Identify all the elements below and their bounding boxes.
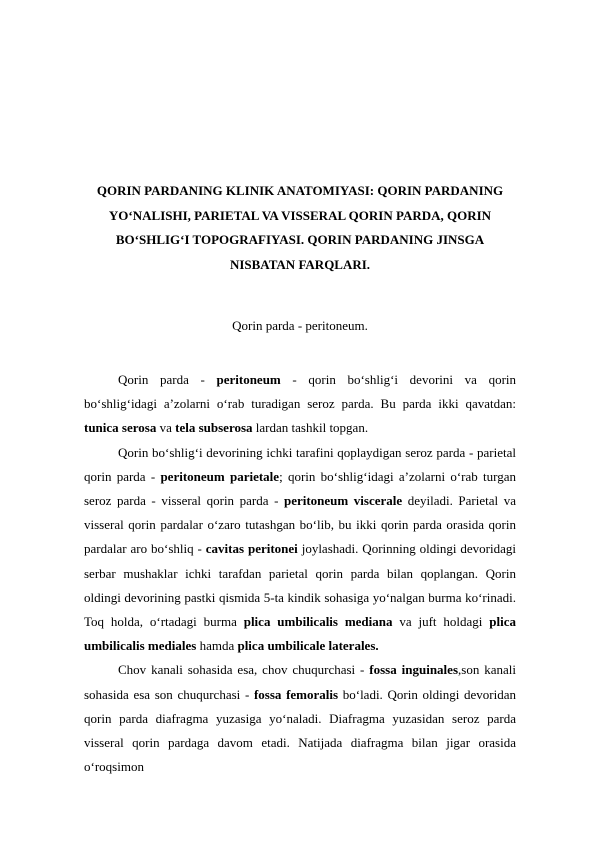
term-bold: tunica serosa [84, 420, 157, 436]
term-bold: cavitas peritonei [205, 541, 298, 557]
term-bold: plica umbilicalis mediana [243, 614, 393, 630]
text-run: deyiladi. Parietal va visseral qorin pardalar o‘zaro tutashgan bo‘lib, bu ikki qorin parda orasida qorin pardalar aro bo‘shliq - [84, 493, 516, 557]
text-run: hamda [196, 638, 238, 654]
text-run: va juft holdagi [392, 614, 490, 630]
text-run: Qorin bo‘shlig‘i devorining ichki tarafini qoplaydigan seroz parda - parietal qorin parda - [84, 444, 516, 484]
paragraph-2 [84, 441, 516, 659]
paragraph-3 [84, 658, 516, 779]
document-title: QORIN PARDANING KLINIK ANATOMIYASI: QORIN PARDANING YO‘NALISHI, PARIETAL VA VISSERAL QORIN PARDA, QORIN BO‘SHLIG‘I TOPOGRAFIYASI. QORIN PARDANING JINSGA NISBATAN FARQLARI. [96, 183, 504, 272]
text-run: Qorin parda - [118, 372, 217, 387]
term-bold: peritoneum viscerale [283, 493, 403, 509]
text-run: ,son kanali sohasida esa son chuqurchasi - [84, 662, 516, 702]
text-run: va [156, 420, 176, 436]
term-bold: fossa femoralis [253, 686, 339, 702]
document-body [84, 368, 516, 779]
term-bold: plica umbilicale laterales. [237, 638, 379, 654]
term-bold: peritoneum parietale [160, 468, 280, 484]
paragraph-1 [84, 368, 516, 441]
text-run: - qorin bo‘shlig‘i devorini va qorin bo‘shlig‘idagi a’zolarni o‘rab turadigan seroz parda. Bu parda ikki qavatdan: [84, 372, 517, 412]
text-run: ; qorin bo‘shlig‘idagi a’zolarni o‘rab turgan seroz parda - visseral qorin parda - [84, 468, 516, 509]
document-subtitle: Qorin parda - peritoneum. [232, 318, 368, 333]
text-run: joylashadi. Qorinning oldingi devoridagi serbar mushaklar ichki tarafdan parietal qorin parda bilan qoplangan. Qorin oldingi devorining pastki qismida 5-ta kindik sohasiga yo‘nalgan burma ko‘rinadi. Toq holda, o‘rtadagi burma [84, 541, 517, 630]
term-bold: plica umbilicalis mediales [84, 614, 516, 654]
text-run: bo‘ladi. Qorin oldingi devoridan qorin parda diafragma yuzasiga yo‘naladi. Diafragma yuzasidan seroz parda visseral qorin pardaga davom etadi. Natijada diafragma bilan jigar orasida o‘roqsimon [84, 686, 516, 775]
term-bold: tela subserosa [175, 420, 253, 436]
text-run: Chov kanali sohasida esa, chov chuqurchasi - [118, 662, 370, 678]
term-bold: peritoneum [216, 372, 281, 387]
term-bold: fossa inguinales [369, 662, 459, 678]
text-run: lardan tashkil topgan. [252, 420, 369, 436]
